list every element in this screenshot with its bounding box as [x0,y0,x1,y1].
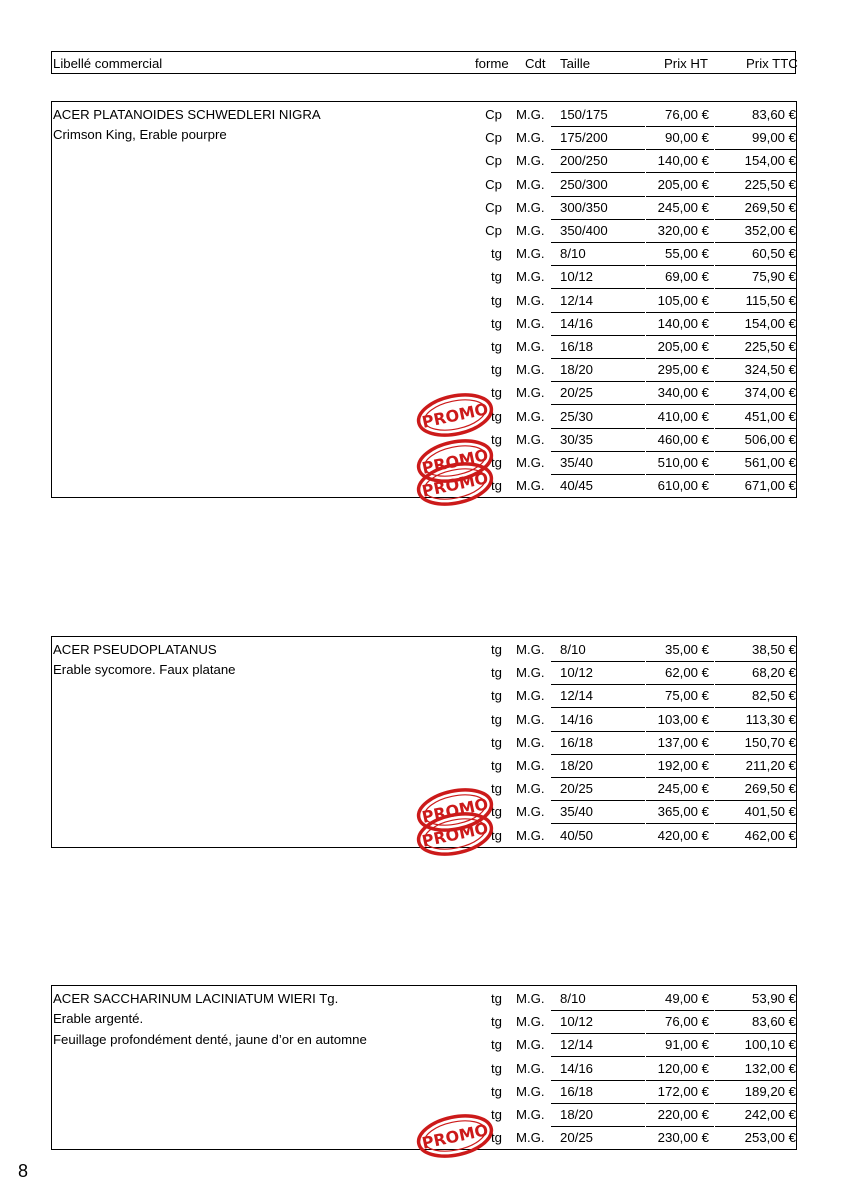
row-prix-ht: 103,00 € [657,711,709,727]
price-row [52,266,797,289]
row-cdt: M.G. [516,107,545,122]
row-prix-ttc: 189,20 € [744,1083,796,1099]
row-cdt: M.G. [516,665,545,681]
row-prix-ttc: 506,00 € [744,431,796,447]
row-taille: 16/18 [560,734,594,750]
row-forme: tg [491,455,502,470]
row-prix-ttc: 451,00 € [744,408,796,424]
price-row [52,732,797,755]
row-forme: tg [491,385,502,401]
row-prix-ttc: 225,50 € [744,176,796,192]
header-prix-ttc: Prix TTC [746,56,798,71]
row-prix-ht: 245,00 € [657,781,709,797]
promo-stamp-text: PROMO [420,468,490,501]
row-prix-ht: 137,00 € [657,734,709,750]
row-forme: tg [491,991,502,1006]
price-row [52,174,797,197]
row-forme: tg [491,1014,502,1030]
row-cdt: M.G. [516,1037,545,1053]
row-prix-ttc: 38,50 € [752,642,796,657]
row-forme: tg [491,688,502,704]
row-taille: 20/25 [560,781,594,797]
row-taille: 12/14 [560,1037,594,1053]
promo-stamp-text: PROMO [420,398,490,432]
row-prix-ht: 420,00 € [657,827,709,843]
row-prix-ht: 410,00 € [657,408,709,424]
row-cdt: M.G. [516,478,545,494]
row-prix-ttc: 462,00 € [744,827,796,843]
row-cdt: M.G. [516,804,545,820]
row-prix-ht: 120,00 € [657,1060,709,1076]
price-row [52,220,797,243]
row-forme: tg [491,804,502,820]
row-cdt: M.G. [516,408,545,424]
row-prix-ttc: 671,00 € [744,478,796,494]
product-description: Crimson King, Erable pourpre [53,127,227,143]
row-cdt: M.G. [516,315,545,331]
row-taille: 12/14 [560,292,594,308]
row-taille: 30/35 [560,431,594,447]
row-prix-ht: 460,00 € [657,431,709,447]
row-cdt: M.G. [516,1083,545,1099]
row-prix-ttc: 374,00 € [744,385,796,401]
row-cdt: M.G. [516,130,545,146]
product-name: ACER SACCHARINUM LACINIATUM WIERI Tg. [53,991,339,1006]
row-cdt: M.G. [516,758,545,773]
row-taille: 8/10 [560,991,586,1006]
row-taille: 300/350 [560,199,608,215]
row-prix-ht: 91,00 € [665,1037,709,1053]
row-taille: 350/400 [560,223,608,238]
row-prix-ttc: 225,50 € [744,339,796,354]
price-row [52,104,797,127]
row-prix-ht: 172,00 € [657,1083,709,1099]
row-prix-ht: 205,00 € [657,339,709,354]
header-prix-ht: Prix HT [664,56,708,71]
product-name: ACER PLATANOIDES SCHWEDLERI NIGRA [53,107,321,122]
header-libelle: Libellé commercial [53,56,163,71]
row-forme: tg [491,1130,502,1146]
row-forme: Cp [485,107,502,122]
header-taille: Taille [560,56,591,71]
row-taille: 40/50 [560,827,594,843]
row-prix-ht: 220,00 € [657,1107,709,1122]
row-cdt: M.G. [516,711,545,727]
price-row [52,313,797,336]
row-taille: 18/20 [560,362,594,378]
product-description: Erable argenté. [53,1011,144,1027]
product-description: Erable sycomore. Faux platane [53,662,236,678]
row-prix-ttc: 100,10 € [744,1037,796,1053]
row-cdt: M.G. [516,991,545,1006]
price-row [52,988,797,1011]
row-forme: tg [491,408,502,424]
row-taille: 25/30 [560,408,594,424]
row-cdt: M.G. [516,455,545,470]
row-taille: 16/18 [560,1083,594,1099]
row-cdt: M.G. [516,246,545,262]
row-cdt: M.G. [516,269,545,285]
row-cdt: M.G. [516,223,545,238]
row-prix-ht: 245,00 € [657,199,709,215]
row-prix-ht: 295,00 € [657,362,709,378]
row-prix-ht: 76,00 € [665,1014,709,1030]
row-forme: tg [491,1107,502,1122]
row-forme: tg [491,246,502,262]
row-prix-ttc: 154,00 € [744,315,796,331]
price-row [52,1058,797,1081]
promo-stamp-text: PROMO [420,817,490,851]
promo-stamp-text: PROMO [420,794,490,828]
row-taille: 10/12 [560,269,594,285]
row-prix-ttc: 60,50 € [752,246,796,262]
row-taille: 40/45 [560,478,594,494]
product-description: Feuillage profondément denté, jaune d’or en automne [53,1031,367,1047]
row-forme: tg [491,362,502,378]
row-prix-ht: 140,00 € [657,315,709,331]
row-prix-ttc: 53,90 € [752,991,796,1006]
row-taille: 35/40 [560,455,594,470]
price-row [52,336,797,359]
row-taille: 8/10 [560,246,586,262]
row-taille: 35/40 [560,804,594,820]
row-taille: 14/16 [560,1060,594,1076]
table-header [51,51,796,74]
row-forme: tg [491,642,502,657]
row-cdt: M.G. [516,1130,545,1146]
row-prix-ht: 35,00 € [665,642,709,657]
row-prix-ht: 49,00 € [665,991,709,1006]
row-prix-ht: 76,00 € [665,107,709,122]
price-row [52,755,797,778]
row-taille: 20/25 [560,385,594,401]
row-forme: tg [491,431,502,447]
row-cdt: M.G. [516,781,545,797]
price-row [52,197,797,220]
row-taille: 175/200 [560,130,608,146]
price-row [52,150,797,173]
row-prix-ht: 90,00 € [665,130,709,146]
row-prix-ttc: 324,50 € [744,362,796,378]
header-forme: forme [475,56,509,71]
row-forme: tg [491,781,502,797]
row-forme: Cp [485,223,502,238]
row-cdt: M.G. [516,1060,545,1076]
price-row [52,359,797,382]
row-cdt: M.G. [516,339,545,354]
row-prix-ttc: 561,00 € [744,455,796,470]
row-forme: tg [491,478,502,494]
row-forme: tg [491,315,502,331]
row-prix-ht: 62,00 € [665,665,709,681]
row-prix-ttc: 132,00 € [744,1060,796,1076]
row-prix-ht: 69,00 € [665,269,709,285]
row-forme: Cp [485,153,502,169]
row-prix-ttc: 352,00 € [744,223,796,238]
row-cdt: M.G. [516,176,545,192]
row-forme: tg [491,711,502,727]
row-prix-ttc: 113,30 € [745,711,796,727]
row-prix-ht: 365,00 € [657,804,709,820]
row-taille: 10/12 [560,1014,594,1030]
row-taille: 14/16 [560,315,594,331]
row-cdt: M.G. [516,292,545,308]
row-cdt: M.G. [516,734,545,750]
row-cdt: M.G. [516,1107,545,1122]
row-taille: 20/25 [560,1130,594,1146]
row-prix-ttc: 253,00 € [744,1130,796,1146]
row-cdt: M.G. [516,827,545,843]
row-cdt: M.G. [516,642,545,657]
row-prix-ht: 230,00 € [657,1130,709,1146]
row-prix-ttc: 68,20 € [752,665,796,681]
row-forme: tg [491,665,502,681]
row-prix-ttc: 99,00 € [752,130,796,146]
row-prix-ht: 205,00 € [657,176,709,192]
row-prix-ttc: 150,70 € [744,734,796,750]
row-taille: 14/16 [560,711,594,727]
row-forme: tg [491,758,502,773]
row-forme: tg [491,1037,502,1053]
price-row [52,685,797,708]
row-prix-ht: 105,00 € [657,292,709,308]
row-taille: 8/10 [560,642,586,657]
price-row [52,1081,797,1104]
price-row [52,1011,797,1034]
row-prix-ht: 75,00 € [665,688,709,704]
price-row [52,290,797,313]
row-taille: 16/18 [560,339,594,354]
price-row [52,1034,797,1057]
header-cdt: Cdt [525,56,546,71]
row-cdt: M.G. [516,362,545,378]
row-prix-ttc: 115,50 € [745,292,796,308]
promo-stamp-text: PROMO [420,445,490,478]
row-forme: Cp [485,130,502,146]
row-prix-ht: 140,00 € [657,153,709,169]
row-forme: tg [491,1060,502,1076]
row-forme: tg [491,827,502,843]
row-prix-ttc: 154,00 € [744,153,796,169]
row-forme: tg [491,734,502,750]
price-row [52,639,797,662]
row-prix-ttc: 75,90 € [752,269,796,285]
product-name: ACER PSEUDOPLATANUS [53,642,217,657]
row-cdt: M.G. [516,1014,545,1030]
row-cdt: M.G. [516,431,545,447]
row-prix-ht: 320,00 € [657,223,709,238]
row-prix-ht: 510,00 € [657,455,709,470]
row-forme: tg [491,269,502,285]
row-prix-ttc: 269,50 € [744,199,796,215]
row-taille: 250/300 [560,176,608,192]
row-prix-ttc: 83,60 € [752,107,796,122]
row-forme: tg [491,292,502,308]
price-row [52,709,797,732]
row-forme: tg [491,339,502,354]
row-taille: 10/12 [560,665,594,681]
row-taille: 150/175 [560,107,608,122]
row-taille: 12/14 [560,688,594,704]
row-cdt: M.G. [516,153,545,169]
price-row [52,662,797,685]
row-forme: Cp [485,199,502,215]
row-cdt: M.G. [516,688,545,704]
row-prix-ttc: 269,50 € [744,781,796,797]
row-prix-ttc: 82,50 € [752,688,796,704]
promo-stamp-text: PROMO [420,1120,490,1153]
row-taille: 18/20 [560,1107,594,1122]
row-taille: 200/250 [560,153,608,169]
row-taille: 18/20 [560,758,594,773]
row-prix-ttc: 242,00 € [744,1107,796,1122]
row-prix-ttc: 83,60 € [752,1014,796,1030]
row-cdt: M.G. [516,199,545,215]
price-row [52,127,797,150]
row-forme: tg [491,1083,502,1099]
row-forme: Cp [485,176,502,192]
row-prix-ht: 340,00 € [657,385,709,401]
row-prix-ttc: 401,50 € [744,804,796,820]
row-prix-ttc: 211,20 € [745,758,796,773]
row-prix-ht: 192,00 € [657,758,709,773]
row-prix-ht: 55,00 € [665,246,709,262]
row-prix-ht: 610,00 € [657,478,709,494]
price-row [52,243,797,266]
page-number: 8 [18,1161,29,1181]
row-cdt: M.G. [516,385,545,401]
